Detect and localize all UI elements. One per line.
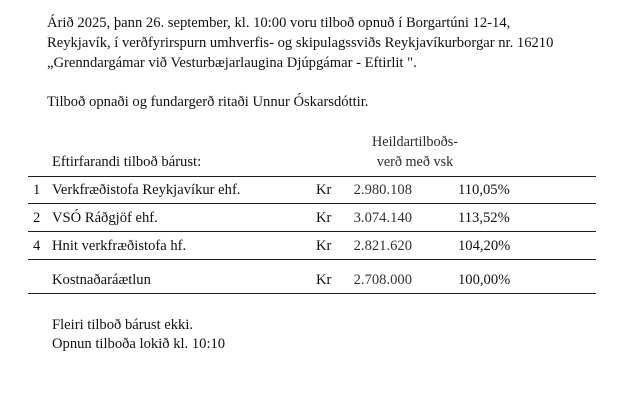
currency-label: Kr	[316, 238, 332, 254]
bid-percent: 113,52%	[458, 210, 510, 226]
table-divider	[28, 203, 596, 204]
opening-closed-text: Opnun tilboða lokið kl. 10:10	[52, 336, 226, 352]
estimate-name: Kostnaðaráætlun	[52, 272, 151, 288]
estimate-row	[0, 270, 640, 290]
bid-amount: 2.980.108	[353, 182, 412, 198]
bid-amount: 2.821.620	[353, 238, 412, 254]
table-divider	[28, 293, 596, 294]
bidder-name: Verkfræðistofa Reykjavíkur ehf.	[52, 182, 241, 198]
intro-paragraph	[47, 13, 627, 73]
column-header-line-2: verð með vsk	[376, 154, 454, 170]
bid-percent: 104,20%	[458, 238, 511, 254]
table-divider	[28, 231, 596, 232]
intro-line-2: Reykjavík, í verðfyrirspurn umhverfis- og skipulagssviðs Reykjavíkurborgar nr. 16210	[47, 35, 554, 51]
currency-label: Kr	[316, 272, 332, 288]
bid-number: 4	[33, 238, 41, 254]
no-more-bids-text: Fleiri tilboð bárust ekki.	[52, 317, 194, 333]
total-price-column-header	[315, 132, 515, 172]
intro-line-1: Árið 2025, þann 26. september, kl. 10:00 voru tilboð opnuð í Borgartúni 12-14,	[47, 15, 511, 31]
footer-notes	[52, 316, 225, 354]
bids-received-label: Eftirfarandi tilboð bárust:	[52, 154, 202, 170]
estimate-percent: 100,00%	[458, 272, 511, 288]
column-header-line-1: Heildartilboðs-	[372, 134, 458, 150]
table-row	[0, 180, 640, 200]
bidder-name: Hnit verkfræðistofa hf.	[52, 238, 187, 254]
bidder-name: VSÓ Ráðgjöf ehf.	[52, 210, 158, 226]
estimate-amount: 2.708.000	[353, 272, 412, 288]
bid-percent: 110,05%	[458, 182, 510, 198]
bid-amount: 3.074.140	[353, 210, 412, 226]
bid-number: 1	[33, 182, 41, 198]
opened-by-text: Tilboð opnaði og fundargerð ritaði Unnur Óskarsdóttir.	[47, 94, 369, 110]
intro-line-3: „Grenndargámar við Vesturbæjarlaugina Djúpgámar - Eftirlit ".	[47, 55, 417, 71]
table-row	[0, 236, 640, 256]
bid-number: 2	[33, 210, 41, 226]
table-divider	[28, 259, 596, 260]
currency-label: Kr	[316, 210, 332, 226]
table-row	[0, 208, 640, 228]
table-divider	[28, 176, 596, 177]
currency-label: Kr	[316, 182, 332, 198]
